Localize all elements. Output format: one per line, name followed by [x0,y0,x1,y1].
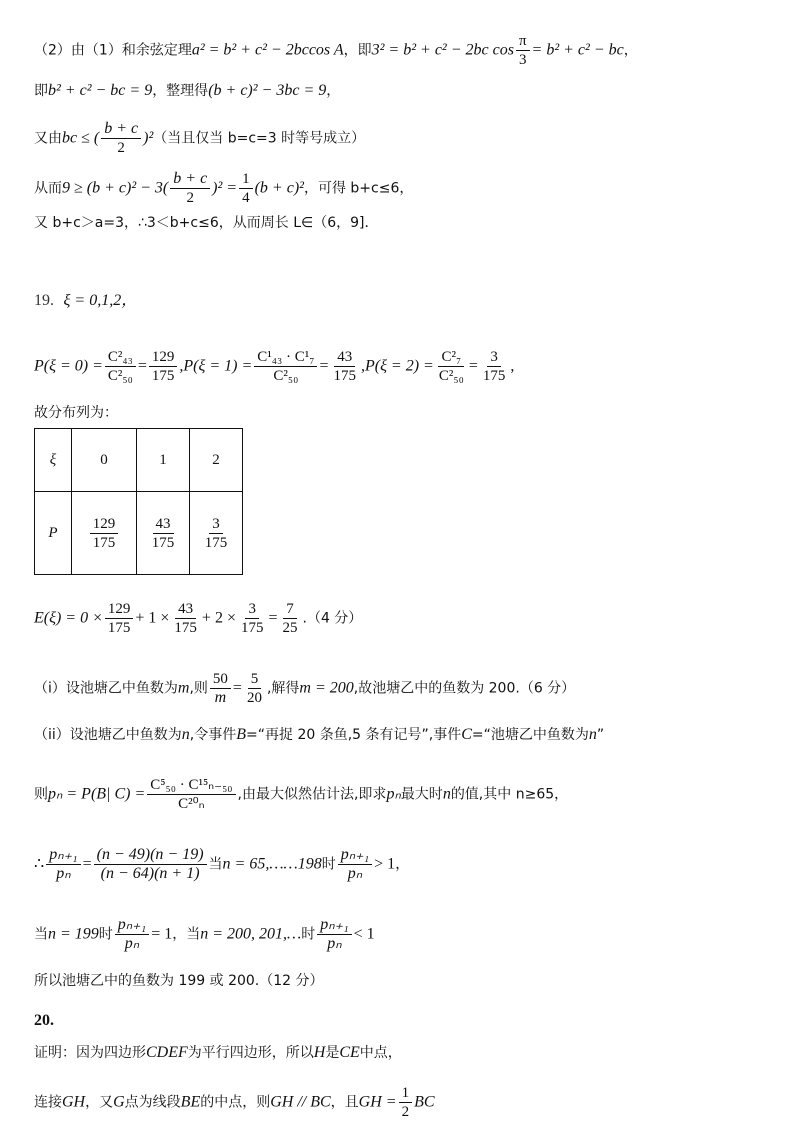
fraction-w1: $\frac{\text{pₙ₊₁}}{\text{pₙ}}$ [115,916,149,953]
fraction-5-over-20: $\frac{5}{20}$ [246,671,262,706]
table-row [35,492,243,575]
q20-proof-line: 证明：因为四边形CDEF为平行四边形，所以H是CE中点， [34,1044,402,1061]
law-of-cosines: a² = b² + c² − 2bccos A [191,41,344,59]
fraction-cell-0: $\frac{129}{175}$ [90,515,119,552]
fraction-pi-over-3: $\frac{\pi}{3}$ [516,32,530,69]
table-cell [137,492,190,575]
conclusion-line: 所以池塘乙中的鱼数为 199 或 200.（12 分） [34,973,324,989]
fraction-one-half: $\frac{1}{2}$ [399,1084,413,1121]
expectation-line: E(ξ) = 0 × $\frac{129}{175}$ + 1 × $\frac{43}{175}$ + 2 × $\frac{3}{175}$ = $\frac{7}{25}$ .（4 分） [34,601,363,636]
table-cell: ξ [35,429,72,492]
fraction-p2-value: $\frac{3}{175}$ [482,349,506,384]
fraction-p1-comb: $\frac{\text{C¹₄₃ · C¹₇}}{\text{C²₅₀}}$ [254,348,317,385]
fraction-pn: $\frac{\text{C⁵₅₀ · C¹⁵ₙ₋₅₀}}{\text{C²⁰ₙ}}$ [147,776,235,813]
question-number: 19. [34,292,54,309]
part2-line-2: 即b² + c² − bc = 9，整理得(b + c)² − 3bc = 9， [34,82,341,99]
fraction-p1-value: $\frac{43}{175}$ [333,349,356,384]
when-line: 当n = 199时 $\frac{\text{pₙ₊₁}}{\text{pₙ}}$ = 1，当n = 200, 201,…时 $\frac{\text{pₙ₊₁}}{\text{pₙ}}$ < 1 [34,916,375,952]
q19-header: 19. ξ = 0,1,2， [34,292,138,309]
fraction-e-result: $\frac{7}{25}$ [282,601,298,636]
fraction-ratio-lhs: $\frac{\text{pₙ₊₁}}{\text{pₙ}}$ [46,846,80,883]
table-cell: 1 [137,429,190,492]
fraction-e1: $\frac{129}{175}$ [105,600,134,637]
fraction-cell-2: $\frac{3}{175}$ [204,515,228,551]
table-cell: P [35,492,72,575]
table-row [35,429,243,492]
question-number: 20. [34,1012,54,1029]
fraction-50-over-m: $\frac{50}{m}$ [210,670,231,707]
fraction-w2: $\frac{\text{pₙ₊₁}}{\text{pₙ}}$ [317,916,351,953]
q19-probabilities: P(ξ = 0) = $\frac{\text{C²₄₃}}{\text{C²₅₀}}$ = $\frac{129}{175}$ ,P(ξ = 1) = $\frac{\text{C¹₄₃ · C¹₇}}{\text{C²₅₀}}$ = $\frac{43}{175}$ ,P(ξ = 2) = $\frac{\text{C²₇}}{\text{C²₅₀}}$ = $\frac{3}{175}$ , [34,349,515,384]
fraction-b-plus-c-over-2: $\frac{b + c}{2}$ [101,120,141,157]
fraction-b-plus-c-over-2-b: $\frac{b + c}{2}$ [170,170,210,207]
part2-line-1: （2）由（1）和余弦定理a² = b² + c² − 2bccos A，即3² = b² + c² − 2bc cos $\frac{\pi}{3}$ = b² + c² − bc， [34,33,638,68]
q20-connect-line: 连接GH，又G点为线段BE的中点，则GH // BC，且GH = $\frac{1}{2}$ BC [34,1085,435,1120]
fraction-ratio-rhs: $\frac{\text{pₙ₊₁}}{\text{pₙ}}$ [338,846,372,883]
table-cell: 0 [72,429,137,492]
q20-header [34,1010,54,1031]
table-cell: 2 [190,429,243,492]
part-i-line: （i）设池塘乙中鱼数为m,则 $\frac{50}{m}$ = $\frac{5}{20}$ ,解得m = 200,故池塘乙中的鱼数为 200.（6 分） [34,671,576,706]
table-intro: 故分布列为： [34,405,118,421]
part2-line-4: 从而9 ≥ (b + c)² − 3( $\frac{b + c}{2}$ )² = $\frac{1}{4}$ (b + c)²，可得 b+c≤6， [34,170,414,206]
fraction-p0-value: $\frac{129}{175}$ [149,348,178,385]
ratio-line: ∴ $\frac{\text{pₙ₊₁}}{\text{pₙ}}$ = $\frac{(n - 49)(n - 19)}{(n - 64)(n + 1)}$ 当n = 65,……198时 $\frac{\text{pₙ₊₁}}{\text{pₙ}}$ > 1， [34,846,410,882]
part-ii-line: （ii）设池塘乙中鱼数为n,令事件B=“再捉 20 条鱼,5 条有记号”,事件C=“池塘乙中鱼数为n” [34,726,605,743]
fraction-one-quarter: $\frac{1}{4}$ [239,170,253,207]
fraction-p2-comb: $\frac{\text{C²₇}}{\text{C²₅₀}}$ [438,349,464,384]
fraction-p0-comb: $\frac{\text{C²₄₃}}{\text{C²₅₀}}$ [105,348,136,385]
fraction-e3: $\frac{3}{175}$ [240,601,264,636]
table-cell [72,492,137,575]
pn-line: 则pₙ = P(B| C) = $\frac{\text{C⁵₅₀ · C¹⁵ₙ₋₅₀}}{\text{C²⁰ₙ}}$ ,由最大似然估计法,即求pₙ最大时n的值,其中 n≥65， [34,777,569,812]
fraction-cell-1: $\frac{43}{175}$ [151,515,175,551]
fraction-ratio-expr: $\frac{(n - 49)(n - 19)}{(n - 64)(n + 1)}$ [94,846,207,883]
part2-line-3: 又由bc ≤ ( $\frac{b + c}{2}$ )²（当且仅当 b=c=3 时等号成立） [34,120,366,156]
table-cell [190,492,243,575]
part2-line-5: 又 b+c＞a=3，∴3＜b+c≤6，从而周长 L∈（6，9]． [34,215,379,231]
fraction-e2: $\frac{43}{175}$ [174,601,197,636]
distribution-table [34,428,243,575]
